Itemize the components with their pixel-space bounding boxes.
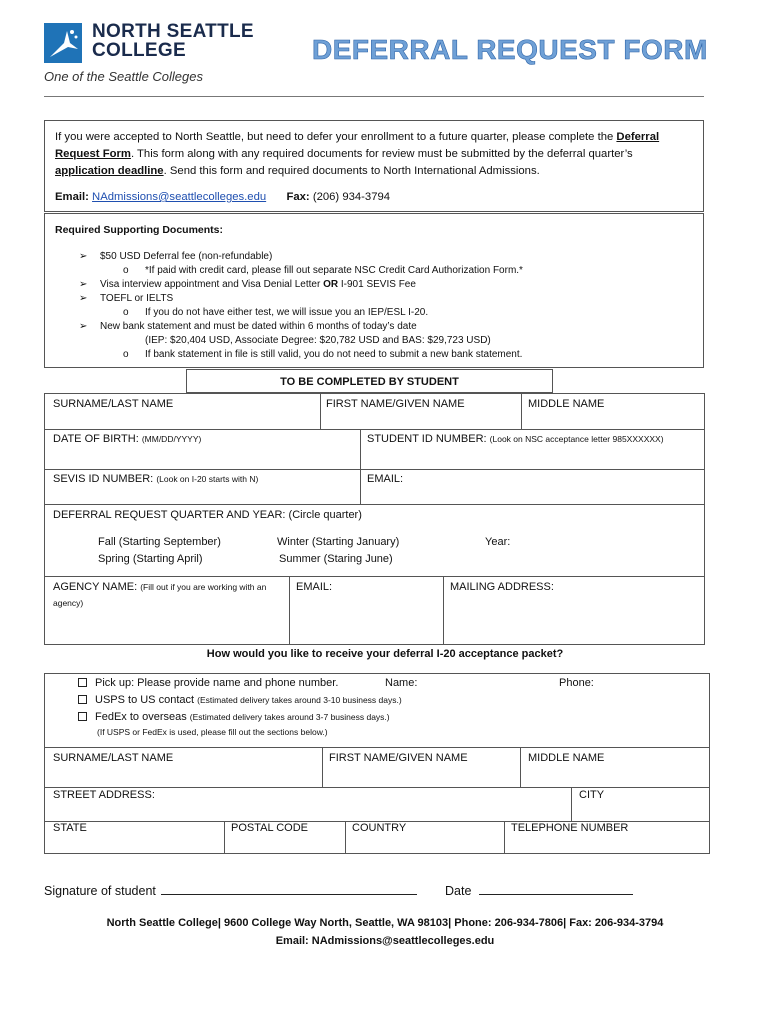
college-name: [92, 22, 254, 60]
row-divider: [45, 429, 704, 430]
college-logo-icon: [44, 23, 82, 63]
row-divider: [45, 747, 709, 748]
visa-or: OR: [323, 279, 339, 290]
delivery-middle-name-cell[interactable]: [520, 747, 521, 787]
state-label: STATE: [53, 822, 87, 834]
sevis-label: [53, 473, 258, 485]
country-label: COUNTRY: [352, 822, 407, 834]
dob-text: DATE OF BIRTH:: [53, 433, 139, 445]
telephone-cell[interactable]: [504, 821, 505, 853]
date-label: Date: [445, 884, 472, 898]
delivery-note: (If USPS or FedEx is used, please fill out the sections below.): [97, 727, 328, 737]
student-id-text: STUDENT ID NUMBER:: [367, 433, 487, 445]
usps-checkbox[interactable]: [78, 695, 87, 704]
usps-hint: (Estimated delivery takes around 3-10 business days.): [197, 695, 402, 705]
arrow-bullet-icon: ➢: [79, 279, 88, 290]
footer-email: Email: NAdmissions@seattlecolleges.edu: [275, 935, 495, 947]
signature-line[interactable]: [161, 894, 417, 895]
usps-text: USPS to US contact: [95, 694, 195, 706]
first-name-label: FIRST NAME/GIVEN NAME: [326, 398, 465, 410]
arrow-bullet-icon: ➢: [79, 251, 88, 262]
agency-hint-1: (Fill out if you are working with an: [140, 582, 267, 592]
dob-label: [53, 433, 201, 445]
option-summer[interactable]: Summer (Staring June): [279, 553, 393, 565]
visa-text-a: Visa interview appointment and Visa Denial Letter: [100, 279, 324, 290]
intro-paragraph: [55, 129, 693, 180]
delivery-first-name-label: FIRST NAME/GIVEN NAME: [329, 752, 468, 764]
agency-label: [53, 581, 266, 593]
first-name-cell[interactable]: [320, 394, 321, 429]
email-label: Email:: [55, 191, 89, 203]
date-row: [445, 884, 633, 898]
middle-name-label: MIDDLE NAME: [528, 398, 605, 410]
delivery-middle-name-label: MIDDLE NAME: [528, 752, 605, 764]
middle-name-cell[interactable]: [521, 394, 522, 429]
req-item-bank: New bank statement and must be dated within 6 months of today’s date: [100, 321, 417, 332]
pickup-checkbox[interactable]: [78, 678, 87, 687]
row-divider: [45, 787, 709, 788]
header-divider: [44, 96, 704, 97]
req-item-bank-sub1: (IEP: $20,404 USD, Associate Degree: $20,782 USD and BAS: $29,723 USD): [145, 335, 491, 346]
delivery-table: [44, 673, 710, 854]
mailing-address-label: MAILING ADDRESS:: [450, 581, 554, 593]
req-item-fee-sub: *If paid with credit card, please fill out separate NSC Credit Card Authorization Form.*: [145, 265, 523, 276]
fedex-hint: (Estimated delivery takes around 3-7 business days.): [189, 712, 390, 722]
deadline-ref: application deadline: [55, 165, 164, 177]
agency-email-cell[interactable]: [289, 576, 290, 644]
sevis-text: SEVIS ID NUMBER:: [53, 473, 154, 485]
fedex-text: FedEx to overseas: [95, 711, 187, 723]
visa-text-b: I-901 SEVIS Fee: [338, 279, 416, 290]
fax-number: (206) 934-3794: [312, 191, 391, 203]
date-line[interactable]: [479, 894, 633, 895]
requirements-box: [44, 213, 704, 368]
student-id-hint: (Look on NSC acceptance letter 985XXXXXX): [489, 434, 664, 444]
req-item-fee: $50 USD Deferral fee (non-refundable): [100, 251, 273, 262]
form-title: DEFERRAL REQUEST FORM: [312, 34, 708, 65]
row-divider: [45, 504, 704, 505]
pickup-option[interactable]: [78, 677, 338, 689]
surname-label: SURNAME/LAST NAME: [53, 398, 174, 410]
usps-option[interactable]: [78, 694, 402, 706]
arrow-bullet-icon: ➢: [79, 293, 88, 304]
row-divider: [45, 469, 704, 470]
student-id-cell[interactable]: [360, 429, 361, 504]
agency-text: AGENCY NAME:: [53, 581, 138, 593]
telephone-label: TELEPHONE NUMBER: [511, 822, 629, 834]
circle-bullet-icon: o: [123, 307, 129, 318]
pickup-name-label: Name:: [385, 677, 418, 689]
delivery-question: How would you like to receive your deferral I-20 acceptance packet?: [206, 648, 564, 660]
circle-bullet-icon: o: [123, 265, 129, 276]
req-item-toefl: TOEFL or IELTS: [100, 293, 174, 304]
signature-row: [44, 884, 417, 898]
postal-cell[interactable]: [224, 821, 225, 853]
agency-hint-2: agency): [53, 598, 84, 608]
student-id-label: [367, 433, 664, 445]
intro-text-3: . Send this form and required documents to North International Admissions.: [163, 165, 540, 177]
requirements-title: Required Supporting Documents:: [55, 224, 223, 236]
sevis-hint: (Look on I-20 starts with N): [156, 474, 259, 484]
agency-email-label: EMAIL:: [296, 581, 333, 593]
footer-address: North Seattle College| 9600 College Way North, Seattle, WA 98103| Phone: 206-934-7806| Fax: 206-934-3794: [106, 917, 664, 929]
fedex-option[interactable]: [78, 711, 390, 723]
student-info-table: [44, 393, 705, 645]
year-label: Year:: [485, 536, 511, 548]
country-cell[interactable]: [345, 821, 346, 853]
city-label: CITY: [579, 789, 605, 801]
req-item-bank-sub2: If bank statement in file is still valid, you do not need to submit a new bank statement.: [145, 349, 523, 360]
pickup-phone-label: Phone:: [559, 677, 594, 689]
postal-label: POSTAL CODE: [231, 822, 309, 834]
street-label: STREET ADDRESS:: [53, 789, 155, 801]
intro-box: [44, 120, 704, 212]
delivery-first-name-cell[interactable]: [322, 747, 323, 787]
option-fall[interactable]: Fall (Starting September): [98, 536, 221, 548]
contact-row: [55, 189, 693, 206]
mailing-address-cell[interactable]: [443, 576, 444, 644]
email-link[interactable]: NAdmissions@seattlecolleges.edu: [92, 191, 267, 203]
delivery-surname-label: SURNAME/LAST NAME: [53, 752, 174, 764]
req-item-visa: [100, 278, 416, 292]
pickup-text: Pick up: Please provide name and phone number.: [95, 677, 339, 689]
deferral-form-ref: Deferral Request Form: [55, 131, 660, 160]
logo-line-1: NORTH SEATTLE: [92, 21, 254, 42]
logo-line-2: COLLEGE: [92, 40, 186, 61]
arrow-bullet-icon: ➢: [79, 321, 88, 332]
intro-text-2: . This form along with any required documents for review must be submitted by the deferral quarter’s: [130, 148, 633, 160]
student-email-label: EMAIL:: [367, 473, 404, 485]
city-cell[interactable]: [571, 787, 572, 821]
student-section-title: TO BE COMPLETED BY STUDENT: [280, 376, 459, 388]
student-section-header: [186, 369, 553, 393]
fax-label: Fax:: [286, 191, 310, 203]
dob-hint: (MM/DD/YYYY): [141, 434, 202, 444]
logo-tagline: One of the Seattle Colleges: [44, 69, 203, 84]
fedex-checkbox[interactable]: [78, 712, 87, 721]
signature-label: Signature of student: [44, 884, 156, 898]
circle-bullet-icon: o: [123, 349, 129, 360]
req-item-toefl-sub: If you do not have either test, we will issue you an IEP/ESL I-20.: [145, 307, 429, 318]
deferral-quarter-label: DEFERRAL REQUEST QUARTER AND YEAR: (Circle quarter): [53, 509, 362, 521]
option-winter[interactable]: Winter (Starting January): [277, 536, 400, 548]
intro-text-1: If you were accepted to North Seattle, but need to defer your enrollment to a future quarter, please complete the: [55, 131, 617, 143]
option-spring[interactable]: Spring (Starting April): [98, 553, 203, 565]
row-divider: [45, 576, 704, 577]
